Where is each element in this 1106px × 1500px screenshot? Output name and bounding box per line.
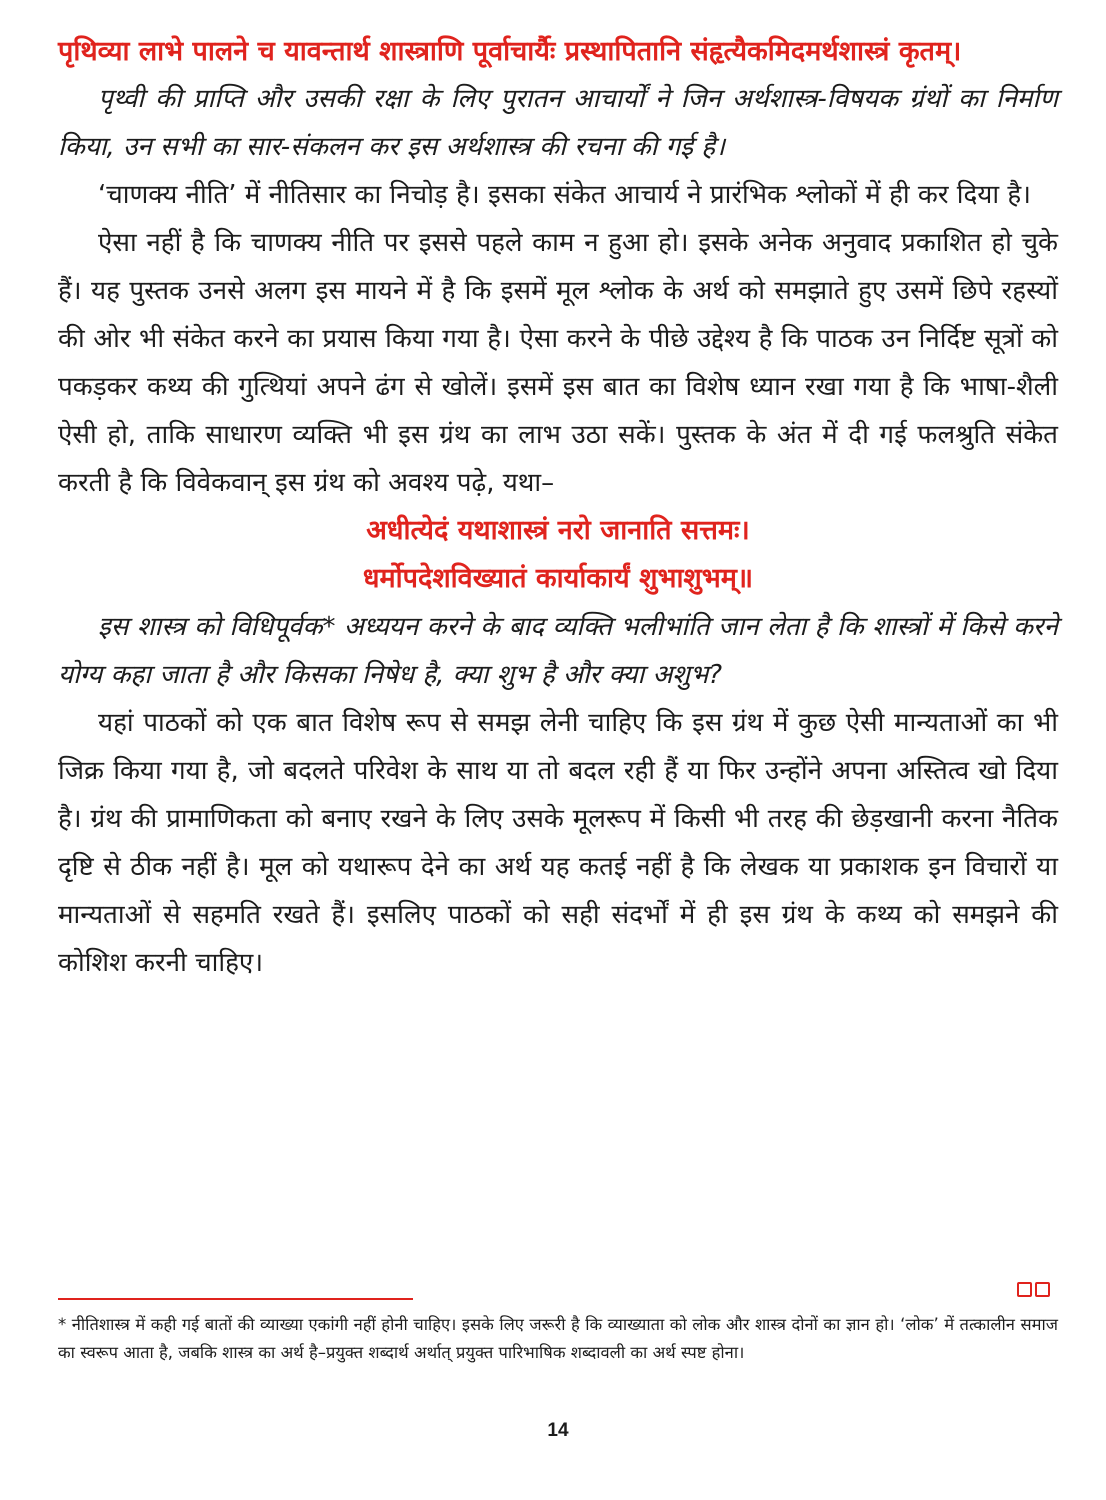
verse-translation: इस शास्त्र को विधिपूर्वक* अध्ययन करने के बाद व्यक्ति भलीभांति जान लेता है कि शास्त्रों में किसे करने योग्य कहा जाता है और किसका निषेध है, क्या शुभ है और क्या अशुभ? <box>58 612 1058 690</box>
footnote: * नीतिशास्त्र में कही गई बातों की व्याख्या एकांगी नहीं होनी चाहिए। इसके लिए जरूरी है कि व्याख्याता को लोक और शास्त्र दोनों का ज्ञान हो। ‘लोक’ में तत्कालीन समाज का स्वरूप आता है, जबकि शास्त्र का अर्थ है–प्रयुक्त शब्दार्थ अर्थात् प्रयुक्त पारिभाषिक शब्दावली का अर्थ स्पष्ट होना। <box>58 1315 1058 1362</box>
verse-line-2: धर्मोपदेशविख्यातं कार्याकार्यं शुभाशुभम्॥ <box>362 563 754 594</box>
section-end-mark <box>1017 1282 1050 1297</box>
opening-sanskrit-sloka: पृथिव्या लाभे पालने च यावन्तार्थ शास्त्राणि पूर्वाचार्यैः प्रस्थापितानि संहृत्यैकमिदमर्थशास्त्रं कृतम्। <box>58 36 962 67</box>
page-number: 14 <box>547 1420 569 1441</box>
body-paragraph: यहां पाठकों को एक बात विशेष रूप से समझ लेनी चाहिए कि इस ग्रंथ में कुछ ऐसी मान्यताओं का भी जिक्र किया गया है, जो बदलते परिवेश के साथ या तो बदल रही हैं या फिर उन्होंने अपना अस्तित्व खो दिया है। ग्रंथ की प्रामाणिकता को बनाए रखने के लिए उसके मूलरूप में किसी भी तरह की छेड़खानी करना नैतिक दृष्टि से ठीक नहीं है। मूल को यथारूप देने का अर्थ यह कतई नहीं है कि लेखक या प्रकाशक इन विचारों या मान्यताओं से सहमति रखते हैं। इसलिए पाठकों को सही संदर्भों में ही इस ग्रंथ के कथ्य को समझने की कोशिश करनी चाहिए। <box>58 708 1058 978</box>
verse-line-1: अधीत्येदं यथाशास्त्रं नरो जानाति सत्तमः। <box>366 515 750 546</box>
end-box-icon <box>1017 1282 1032 1297</box>
sanskrit-verse <box>58 507 1058 603</box>
body-paragraph: ‘चाणक्य नीति’ में नीतिसार का निचोड़ है। इसका संकेत आचार्य ने प्रारंभिक श्लोकों में ही कर दिया है। <box>98 180 1032 210</box>
book-page <box>58 28 1058 1441</box>
body-paragraph: ऐसा नहीं है कि चाणक्य नीति पर इससे पहले काम न हुआ हो। इसके अनेक अनुवाद प्रकाशित हो चुके हैं। यह पुस्तक उनसे अलग इस मायने में है कि इसमें मूल श्लोक के अर्थ को समझाते हुए उसमें छिपे रहस्यों की ओर भी संकेत करने का प्रयास किया गया है। ऐसा करने के पीछे उद्देश्य है कि पाठक उन निर्दिष्ट सूत्रों को पकड़कर कथ्य की गुत्थियां अपने ढंग से खोलें। इसमें इस बात का विशेष ध्यान रखा गया है कि भाषा-शैली ऐसी हो, ताकि साधारण व्यक्ति भी इस ग्रंथ का लाभ उठा सकें। पुस्तक के अंत में दी गई फलश्रुति संकेत करती है कि विवेकवान् इस ग्रंथ को अवश्य पढ़े, यथा– <box>58 228 1058 498</box>
sloka-translation: पृथ्वी की प्राप्ति और उसकी रक्षा के लिए पुरातन आचार्यों ने जिन अर्थशास्त्र-विषयक ग्रंथों का निर्माण किया, उन सभी का सार-संकलन कर इस अर्थशास्त्र की रचना की गई है। <box>58 84 1058 162</box>
footnote-divider <box>58 1298 413 1300</box>
end-box-icon <box>1035 1282 1050 1297</box>
